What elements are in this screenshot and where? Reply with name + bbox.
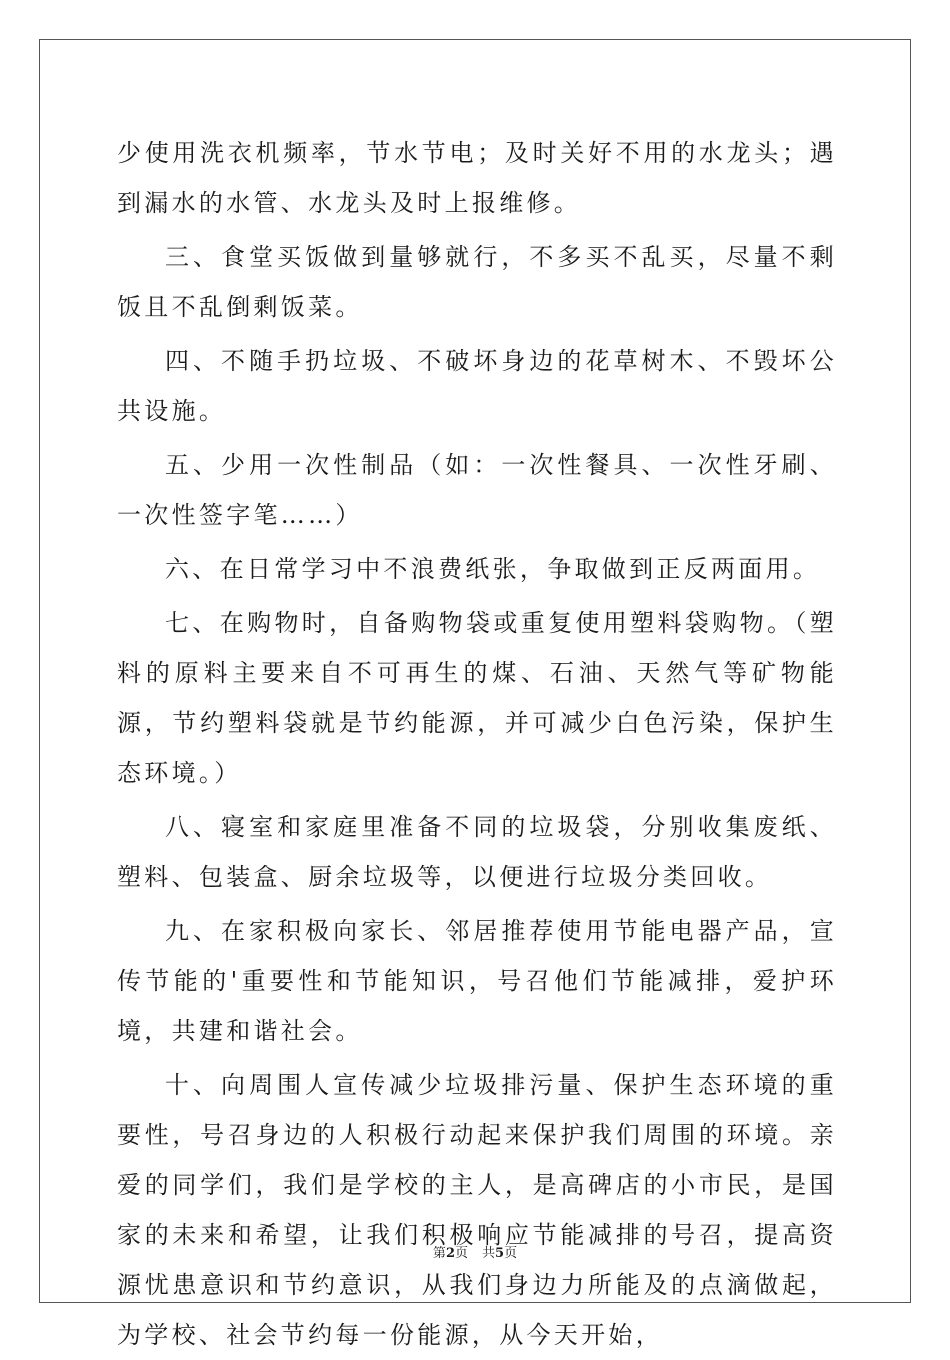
page-prefix: 第 [432,1246,446,1261]
paragraph-item-6: 六、在日常学习中不浪费纸张，争取做到正反两面用。 [165,555,821,583]
total-suffix: 页 [504,1246,518,1261]
paragraph-item-3: 三、食堂买饭做到量够就行，不多买不乱买，尽量不剩饭且不乱倒剩饭菜。 [117,243,837,321]
paragraph-item-9: 九、在家积极向家长、邻居推荐使用节能电器产品，宣传节能的'重要性和节能知识，号召他们节能减排，爱护环境，共建和谐社会。 [117,917,837,1045]
paragraph-item-10: 十、向周围人宣传减少垃圾排污量、保护生态环境的重要性，号召身边的人积极行动起来保护我们周围的环境。亲爱的同学们，我们是学校的主人，是高碑店的小市民，是国家的未来和希望，让我们积极响应节能减排的号召，提高资源忧患意识和节约意识，从我们身边力所能及的点滴做起，为学校、社会节约每一份能源，从今天开始， [117,1071,837,1349]
document-body [117,128,837,1360]
paragraph-item-4: 四、不随手扔垃圾、不破坏身边的花草树木、不毁坏公共设施。 [117,347,837,425]
page-footer [0,1242,950,1261]
paragraph-continued: 少使用洗衣机频率，节水节电；及时关好不用的水龙头；遇到漏水的水管、水龙头及时上报维修。 [117,139,837,217]
page-suffix: 页 [454,1246,468,1261]
paragraph-item-5: 五、少用一次性制品（如：一次性餐具、一次性牙刷、一次性签字笔……） [117,451,837,529]
paragraph-item-8: 八、寝室和家庭里准备不同的垃圾袋，分别收集废纸、塑料、包装盒、厨余垃圾等，以便进行垃圾分类回收。 [117,813,837,891]
page-total: 5 [495,1246,505,1261]
total-prefix: 共 [482,1246,496,1261]
page-current: 2 [445,1246,455,1261]
paragraph-item-7: 七、在购物时，自备购物袋或重复使用塑料袋购物。（塑料的原料主要来自不可再生的煤、石油、天然气等矿物能源，节约塑料袋就是节约能源，并可减少白色污染，保护生态环境。） [117,609,837,787]
